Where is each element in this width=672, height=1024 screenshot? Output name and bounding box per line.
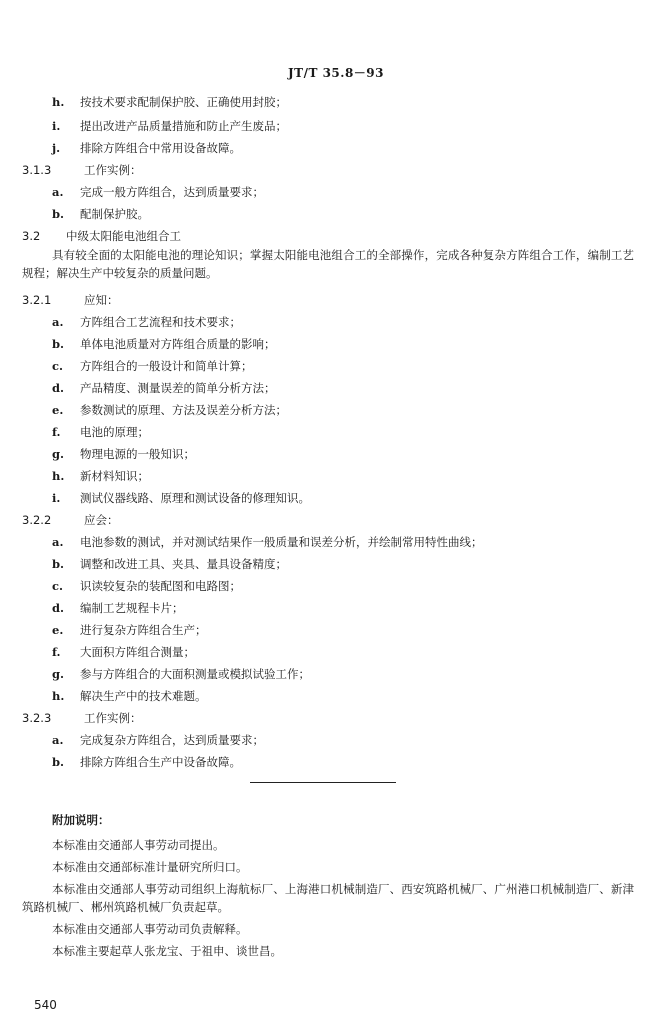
item-text: 单体电池质量对方阵组合质量的影响； bbox=[80, 337, 276, 351]
section-number: 3.2 bbox=[22, 229, 41, 243]
item-marker: b. bbox=[52, 755, 65, 769]
item-text: 提出改进产品质量措施和防止产生废品； bbox=[80, 119, 287, 133]
item-text: 大面积方阵组合测量； bbox=[80, 645, 195, 659]
item-text: 识读较复杂的装配图和电路图； bbox=[80, 579, 241, 593]
section-heading bbox=[22, 292, 119, 308]
note-line: 本标准由交通部人事劳动司提出。 bbox=[52, 838, 225, 852]
note-line: 本标准由交通部人事劳动司负责解释。 bbox=[52, 922, 248, 936]
item-text: 参与方阵组合的大面积测量或模拟试验工作； bbox=[80, 667, 310, 681]
item-marker: j. bbox=[52, 141, 61, 155]
item-marker: a. bbox=[52, 185, 64, 199]
item-text: 解决生产中的技术难题。 bbox=[80, 689, 207, 703]
item-marker: h. bbox=[52, 469, 65, 483]
item-marker: g. bbox=[52, 447, 65, 461]
list-item bbox=[52, 446, 195, 462]
list-item bbox=[52, 424, 149, 440]
list-item bbox=[52, 556, 287, 572]
page-number: 540 bbox=[34, 998, 57, 1012]
section-title: 工作实例： bbox=[84, 163, 142, 177]
item-marker: b. bbox=[52, 337, 65, 351]
item-text: 新材料知识； bbox=[80, 469, 149, 483]
item-marker: f. bbox=[52, 425, 61, 439]
item-text: 方阵组合的一般设计和简单计算； bbox=[80, 359, 253, 373]
item-marker: a. bbox=[52, 315, 64, 329]
item-text: 完成复杂方阵组合，达到质量要求； bbox=[80, 733, 264, 747]
section-title: 应会： bbox=[84, 513, 119, 527]
list-item bbox=[52, 688, 207, 704]
note-line: 本标准由交通部人事劳动司组织上海航标厂、上海港口机械制造厂、西安筑路机械厂、广州港口机械制造厂、新津筑路机械厂、郴州筑路机械厂负责起草。 bbox=[22, 882, 634, 914]
list-item bbox=[52, 314, 241, 330]
item-text: 物理电源的一般知识； bbox=[80, 447, 195, 461]
list-item bbox=[52, 490, 310, 506]
item-marker: h. bbox=[52, 95, 65, 109]
item-text: 产品精度、测量误差的简单分析方法； bbox=[80, 381, 276, 395]
item-marker: c. bbox=[52, 579, 64, 593]
list-item bbox=[52, 380, 276, 396]
list-item bbox=[52, 140, 241, 156]
section-title: 中级太阳能电池组合工 bbox=[66, 229, 181, 243]
list-item bbox=[52, 622, 207, 638]
item-text: 方阵组合工艺流程和技术要求； bbox=[80, 315, 241, 329]
list-item bbox=[52, 336, 276, 352]
item-marker: f. bbox=[52, 645, 61, 659]
item-marker: e. bbox=[52, 623, 64, 637]
section-heading bbox=[22, 228, 181, 244]
item-marker: d. bbox=[52, 381, 65, 395]
note-line: 本标准由交通部标准计量研究所归口。 bbox=[52, 860, 248, 874]
item-text: 测试仪器线路、原理和测试设备的修理知识。 bbox=[80, 491, 310, 505]
item-text: 按技术要求配制保护胶、正确使用封胶； bbox=[80, 95, 287, 109]
note-line: 本标准主要起草人张龙宝、于祖申、谈世昌。 bbox=[52, 944, 282, 958]
item-marker: h. bbox=[52, 689, 65, 703]
list-item bbox=[52, 118, 287, 134]
standard-number-header: JT/T 35.8－93 bbox=[287, 66, 385, 80]
list-item bbox=[52, 184, 264, 200]
list-item bbox=[52, 578, 241, 594]
section-heading bbox=[22, 162, 142, 178]
section-number: 3.2.3 bbox=[22, 711, 52, 725]
list-item bbox=[52, 206, 149, 222]
list-item bbox=[52, 94, 287, 110]
item-marker: e. bbox=[52, 403, 64, 417]
list-item bbox=[52, 644, 195, 660]
list-item bbox=[52, 732, 264, 748]
item-marker: b. bbox=[52, 557, 65, 571]
list-item bbox=[52, 358, 253, 374]
item-text: 电池的原理； bbox=[80, 425, 149, 439]
item-marker: a. bbox=[52, 733, 64, 747]
list-item bbox=[52, 402, 287, 418]
item-text: 参数测试的原理、方法及误差分析方法； bbox=[80, 403, 287, 417]
section-title: 工作实例： bbox=[84, 711, 142, 725]
item-marker: i. bbox=[52, 119, 61, 133]
section-heading bbox=[22, 512, 119, 528]
item-text: 排除方阵组合中常用设备故障。 bbox=[80, 141, 241, 155]
section-number: 3.1.3 bbox=[22, 163, 52, 177]
section-divider bbox=[250, 782, 396, 783]
section-number: 3.2.1 bbox=[22, 293, 52, 307]
list-item bbox=[52, 534, 483, 550]
section-heading bbox=[22, 710, 142, 726]
item-marker: b. bbox=[52, 207, 65, 221]
notes-title: 附加说明： bbox=[52, 813, 110, 827]
list-item bbox=[52, 600, 184, 616]
section-description: 具有较全面的太阳能电池的理论知识；掌握太阳能电池组合工的全部操作，完成各种复杂方阵组合工作，编制工艺规程；解决生产中较复杂的质量问题。 bbox=[22, 248, 634, 280]
item-text: 电池参数的测试，并对测试结果作一般质量和误差分析，并绘制常用特性曲线； bbox=[80, 535, 483, 549]
item-text: 排除方阵组合生产中设备故障。 bbox=[80, 755, 241, 769]
item-text: 配制保护胶。 bbox=[80, 207, 149, 221]
list-item bbox=[52, 754, 241, 770]
list-item bbox=[52, 666, 310, 682]
item-marker: g. bbox=[52, 667, 65, 681]
item-marker: i. bbox=[52, 491, 61, 505]
item-text: 调整和改进工具、夹具、量具设备精度； bbox=[80, 557, 287, 571]
item-text: 编制工艺规程卡片； bbox=[80, 601, 184, 615]
item-text: 完成一般方阵组合，达到质量要求； bbox=[80, 185, 264, 199]
item-marker: c. bbox=[52, 359, 64, 373]
item-marker: a. bbox=[52, 535, 64, 549]
item-marker: d. bbox=[52, 601, 65, 615]
list-item bbox=[52, 468, 149, 484]
section-title: 应知： bbox=[84, 293, 119, 307]
section-number: 3.2.2 bbox=[22, 513, 52, 527]
item-text: 进行复杂方阵组合生产； bbox=[80, 623, 207, 637]
